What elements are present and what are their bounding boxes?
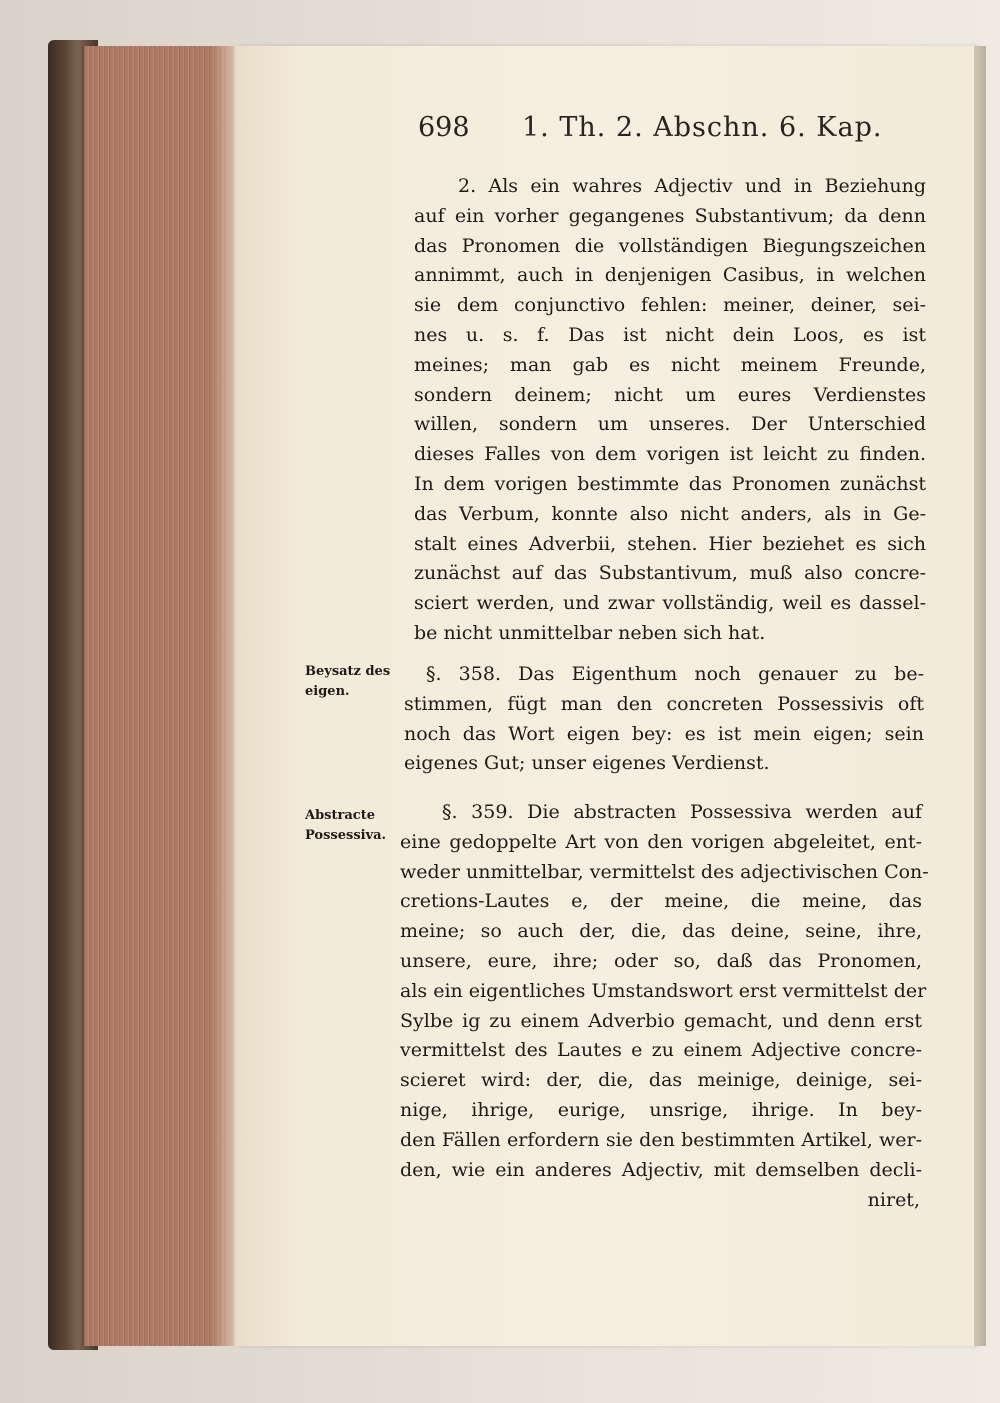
text-line: dieses Falles von dem vorigen ist leicht zu finden. — [414, 443, 926, 466]
text-line: den, wie ein anderes Adjectiv, mit demselben decli- — [400, 1158, 922, 1181]
page-header — [418, 112, 883, 156]
text-line: §. 358. Das Eigenthum noch genauer zu be- — [426, 663, 924, 685]
catchword-text: niret, — [867, 1189, 920, 1211]
text-line: vermittelst des Lautes e zu einem Adjective concre- — [400, 1039, 922, 1062]
text-line: auf ein vorher gegangenes Substantivum; da denn — [414, 204, 926, 227]
margin-note-358 — [305, 662, 405, 702]
section-358 — [404, 660, 924, 779]
text-line: unsere, eure, ihre; oder so, daß das Pronomen, — [400, 949, 922, 972]
text-line: cretions-Lautes e, der meine, die meine, das — [400, 890, 922, 913]
text-line: meine; so auch der, die, das deine, seine, ihre, — [400, 920, 922, 943]
text-line: scieret wird: der, die, das meinige, deinige, sei- — [400, 1069, 922, 1092]
text-line: eigenes Gut; unser eigenes Verdienst. — [404, 752, 770, 775]
text-line: sciert werden, und zwar vollständig, weil es dassel- — [414, 592, 926, 615]
text-line: Sylbe ig zu einem Adverbio gemacht, und denn erst — [400, 1009, 922, 1032]
text-line: weder unmittelbar, vermittelst des adjectivischen Con- — [400, 860, 929, 883]
text-line: stalt eines Adverbii, stehen. Hier beziehet es sich — [414, 532, 926, 555]
text-line: sondern deinem; nicht um eures Verdienstes — [414, 383, 926, 406]
text-line: eine gedoppelte Art von den vorigen abgeleitet, ent- — [400, 830, 922, 853]
margin-note-line: eigen. — [305, 684, 350, 699]
section-359 — [400, 798, 929, 1185]
text-line: noch das Wort eigen bey: es ist mein eigen; sein — [404, 722, 924, 745]
text-line: den Fällen erfordern sie den bestimmten Artikel, wer- — [400, 1128, 922, 1151]
page-number: 698 — [418, 112, 470, 143]
running-head: 1. Th. 2. Abschn. 6. Kap. — [522, 112, 883, 143]
text-line: nes u. s. f. Das ist nicht dein Loos, es ist — [414, 323, 926, 346]
text-line: sie dem conjunctivo fehlen: meiner, deiner, sei- — [414, 294, 926, 317]
text-line: meines; man gab es nicht meinem Freunde, — [414, 353, 926, 376]
text-line: §. 359. Die abstracten Possessiva werden auf — [442, 801, 922, 823]
text-line: nige, ihrige, eurige, unsrige, ihrige. In bey- — [400, 1098, 922, 1121]
margin-note-line: Possessiva. — [305, 828, 387, 843]
text-line: zunächst auf das Substantivum, muß also concre- — [414, 562, 926, 585]
text-line: willen, sondern um unseres. Der Unterschied — [414, 413, 926, 436]
catchword — [840, 1186, 920, 1216]
text-line: das Verbum, konnte also nicht anders, als in Ge- — [414, 502, 926, 525]
text-line: be nicht unmittelbar neben sich hat. — [414, 621, 766, 644]
margin-note-359 — [305, 806, 405, 846]
page-right-edge — [974, 46, 986, 1346]
text-line: annimmt, auch in denjenigen Casibus, in welchen — [414, 264, 926, 287]
text-line: als ein eigentliches Umstandswort erst vermittelst der — [400, 979, 927, 1002]
text-line: das Pronomen die vollständigen Biegungszeichen — [414, 234, 926, 257]
text-line: 2. Als ein wahres Adjectiv und in Beziehung — [458, 175, 926, 197]
margin-note-line: Beysatz des — [305, 664, 391, 679]
paragraph-point-2 — [414, 172, 926, 649]
text-line: stimmen, fügt man den concreten Possessivis oft — [404, 692, 924, 715]
margin-note-line: Abstracte — [305, 808, 375, 823]
text-line: In dem vorigen bestimmte das Pronomen zunächst — [414, 472, 926, 495]
